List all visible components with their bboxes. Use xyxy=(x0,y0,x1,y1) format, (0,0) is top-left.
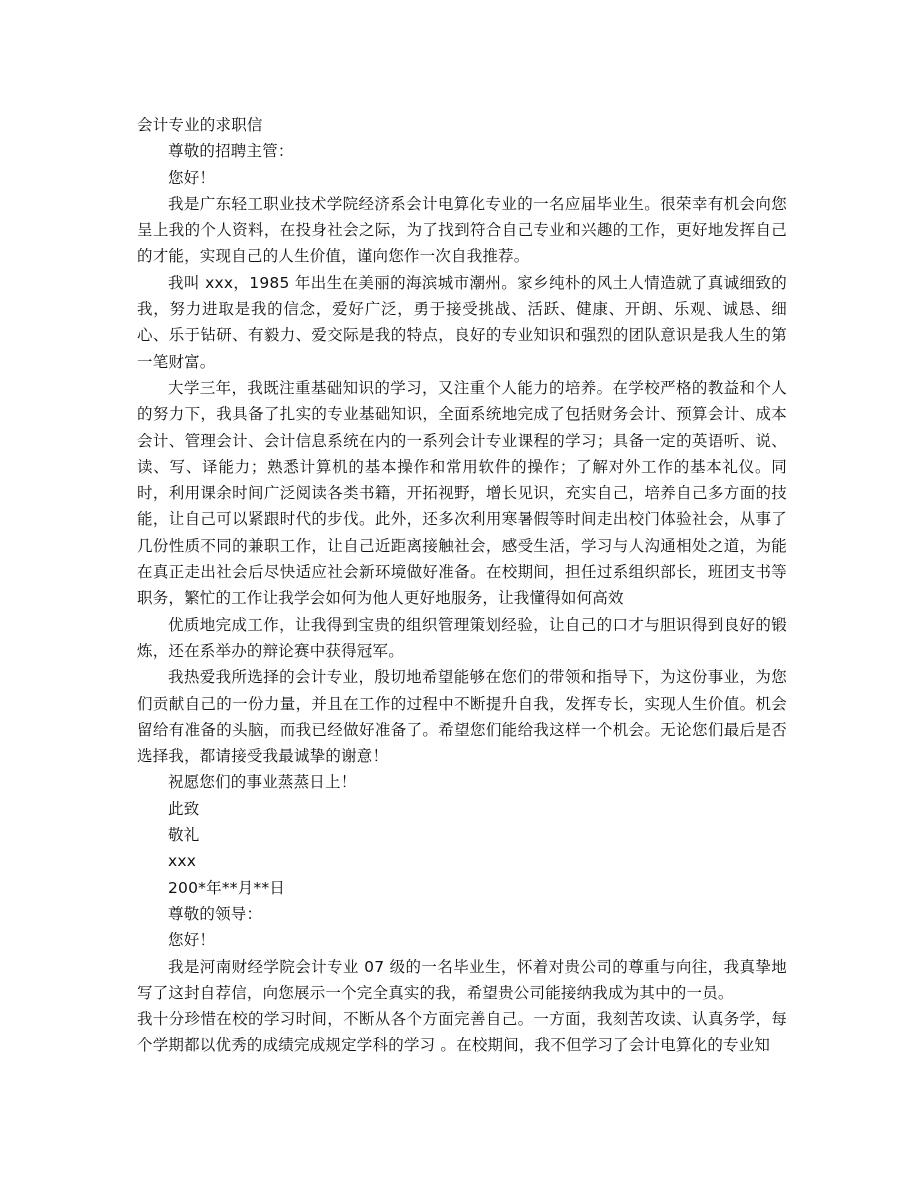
letter1-paragraph: 优质地完成工作，让我得到宝贵的组织管理策划经验，让自己的口才与胆识得到良好的锻炼，还在系举办的辩论赛中获得冠军。 xyxy=(137,615,787,660)
letter1-date: 200*年**月**日 xyxy=(168,878,286,897)
letter1-paragraph: 我是广东轻工职业技术学院经济系会计电算化专业的一名应届毕业生。很荣幸有机会向您呈上我的个人资料，在投身社会之际，为了找到符合自己专业和兴趣的工作，更好地发挥自己的才能，实现自己的人生价值，谨向您作一次自我推荐。 xyxy=(137,194,787,266)
letter1-salutation: 尊敬的招聘主管： xyxy=(168,142,294,161)
letter1-paragraph: 大学三年，我既注重基础知识的学习，又注重个人能力的培养。在学校严格的教益和个人的努力下，我具备了扎实的专业基础知识，全面系统地完成了包括财务会计、预算会计、成本会计、管理会计、会计信息系统在内的一系列会计专业课程的学习；具备一定的英语听、说、读、写、译能力；熟悉计算机的基本操作和常用软件的操作；了解对外工作的基本礼仪。同时，利用课余时间广泛阅读各类书籍，开拓视野，增长见识，充实自己，培养自己多方面的技能，让自己可以紧跟时代的步伐。此外，还多次利用寒暑假等时间走出校门体验社会，从事了几份性质不同的兼职工作，让自己近距离接触社会，感受生活，学习与人沟通相处之道，为能在真正走出社会后尽快适应社会新环境做好准备。在校期间，担任过系组织部长，班团支书等职务，繁忙的工作让我学会如何为他人更好地服务，让我懂得如何高效 xyxy=(137,378,787,608)
letter1-closing-1: 此致 xyxy=(168,799,200,818)
letter1-wish: 祝愿您们的事业蒸蒸日上！ xyxy=(168,773,357,792)
letter1-paragraph: 我叫 xxx，1985 年出生在美丽的海滨城市潮州。家乡纯朴的风土人情造就了真诚细致的我，努力进取是我的信念，爱好广泛，勇于接受挑战、活跃、健康、开朗、乐观、诚恳、细心、乐于钻研、有毅力、爱交际是我的特点，良好的专业知识和强烈的团队意识是我人生的第一笔财富。 xyxy=(137,273,787,371)
letter1-greeting: 您好！ xyxy=(168,168,216,187)
letter2-salutation: 尊敬的领导： xyxy=(168,904,263,923)
letter2-greeting: 您好！ xyxy=(168,931,216,950)
document-body xyxy=(137,112,787,1059)
letter2-paragraph: 我是河南财经学院会计专业 07 级的一名毕业生，怀着对贵公司的尊重与向往，我真挚地写了这封自荐信，向您展示一个完全真实的我，希望贵公司能接纳我成为其中的一员。 xyxy=(137,957,787,1002)
letter2-paragraph: 我十分珍惜在校的学习时间，不断从各个方面完善自己。一方面，我刻苦攻读、认真务学，每个学期都以优秀的成绩完成规定学科的学习 。在校期间，我不但学习了会计电算化的专业知 xyxy=(137,1010,787,1055)
letter1-signature: xxx xyxy=(168,852,197,871)
letter1-closing-2: 敬礼 xyxy=(168,826,200,845)
document-title: 会计专业的求职信 xyxy=(137,116,263,134)
letter1-paragraph: 我热爱我所选择的会计专业，殷切地希望能够在您们的带领和指导下，为这份事业，为您们贡献自己的一份力量，并且在工作的过程中不断提升自我，发挥专长，实现人生价值。机会留给有准备的头脑，而我已经做好准备了。希望您们能给我这样一个机会。无论您们最后是否选择我，都请接受我最诚挚的谢意！ xyxy=(137,668,787,766)
